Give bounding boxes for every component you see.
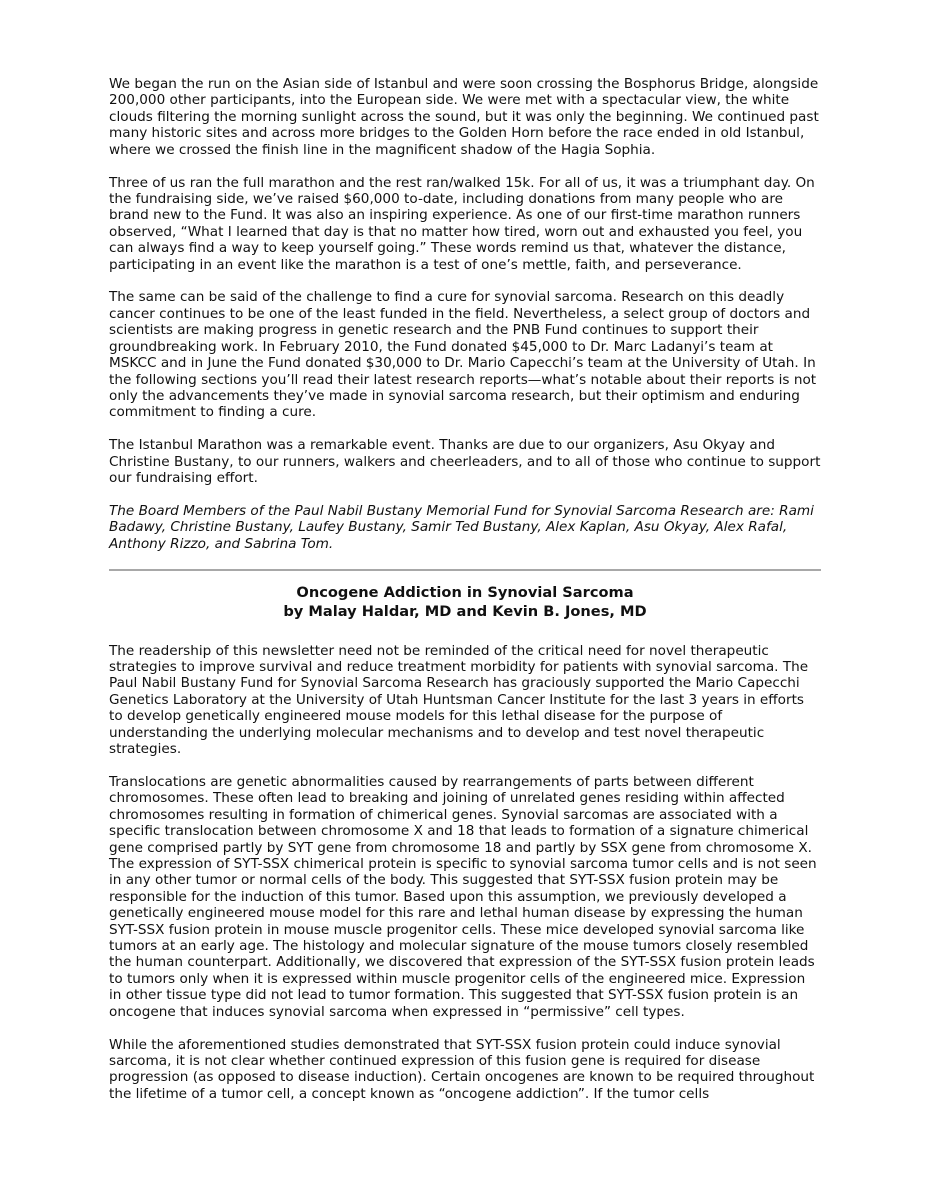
article-section xyxy=(109,583,821,1103)
section-divider xyxy=(109,569,821,571)
newsletter-page xyxy=(109,76,821,1119)
intro-paragraph-4: The Istanbul Marathon was a remarkable event. Thanks are due to our organizers, Asu Okyay and Christine Bustany, to our runners, walkers and cheerleaders, and to all of those who continue to support our fundraising effort. xyxy=(109,437,821,487)
article-paragraph-2: Translocations are genetic abnormalities caused by rearrangements of parts between different chromosomes. These often lead to breaking and joining of unrelated genes residing within affected chromosomes resulting in formation of chimerical genes. Synovial sarcomas are associated with a specific translocation between chromosome X and 18 that leads to formation of a signature chimerical gene comprised partly by SYT gene from chromosome 18 and partly by SSX gene from chromosome X. The expression of SYT-SSX chimerical protein is specific to synovial sarcoma tumor cells and is not seen in any other tumor or normal cells of the body. This suggested that SYT-SSX fusion protein may be responsible for the induction of this tumor. Based upon this assumption, we previously developed a genetically engineered mouse model for this rare and lethal human disease by expressing the human SYT-SSX fusion protein in mouse muscle progenitor cells. These mice developed synovial sarcoma like tumors at an early age. The histology and molecular signature of the mouse tumors closely resembled the human counterpart. Additionally, we discovered that expression of the SYT-SSX fusion protein leads to tumors only when it is expressed within muscle progenitor cells of the engineered mice. Expression in other tissue type did not lead to tumor formation. This suggested that SYT-SSX fusion protein is an oncogene that induces synovial sarcoma when expressed in “permissive” cell types. xyxy=(109,774,817,1020)
article-heading xyxy=(109,583,821,621)
intro-paragraph-2: Three of us ran the full marathon and the rest ran/walked 15k. For all of us, it was a triumphant day. On the fundraising side, we’ve raised $60,000 to-date, including donations from many people who are brand new to the Fund. It was also an inspiring experience. As one of our first-time marathon runners observed, “What I learned that day is that no matter how tired, worn out and exhausted you feel, you can always find a way to keep yourself going.” These words remind us that, whatever the distance, participating in an event like the marathon is a test of one’s mettle, faith, and perseverance. xyxy=(109,174,815,273)
article-paragraph-3: While the aforementioned studies demonstrated that SYT-SSX fusion protein could induce synovial sarcoma, it is not clear whether continued expression of this fusion gene is required for disease progression (as opposed to disease induction). Certain oncogenes are known to be required throughout the lifetime of a tumor cell, a concept known as “oncogene addiction”. If the tumor cells xyxy=(109,1036,815,1102)
board-members-note: The Board Members of the Paul Nabil Bustany Memorial Fund for Synovial Sarcoma Research are: Rami Badawy, Christine Bustany, Laufey Bustany, Samir Ted Bustany, Alex Kaplan, Asu Okyay, Alex Rafal, Anthony Rizzo, and Sabrina Tom. xyxy=(109,502,814,552)
intro-paragraph-3: The same can be said of the challenge to find a cure for synovial sarcoma. Research on this deadly cancer continues to be one of the least funded in the field. Nevertheless, a select group of doctors and scientists are making progress in genetic research and the PNB Fund continues to support their groundbreaking work. In February 2010, the Fund donated $45,000 to Dr. Marc Ladanyi’s team at MSKCC and in June the Fund donated $30,000 to Dr. Mario Capecchi’s team at the University of Utah. In the following sections you’ll read their latest research reports—what’s notable about their reports is not only the advancements they’ve made in synovial sarcoma research, but their optimism and enduring commitment to finding a cure. xyxy=(109,289,817,421)
intro-section xyxy=(109,76,821,552)
intro-paragraph-1: We began the run on the Asian side of Istanbul and were soon crossing the Bosphorus Bridge, alongside 200,000 other participants, into the European side. We were met with a spectacular view, the white clouds filtering the morning sunlight across the sound, but it was only the beginning. We continued past many historic sites and across more bridges to the Golden Horn before the race ended in old Istanbul, where we crossed the finish line in the magnificent shadow of the Hagia Sophia. xyxy=(109,76,819,158)
article-paragraph-1: The readership of this newsletter need not be reminded of the critical need for novel therapeutic strategies to improve survival and reduce treatment morbidity for patients with synovial sarcoma. The Paul Nabil Bustany Fund for Synovial Sarcoma Research has graciously supported the Mario Capecchi Genetics Laboratory at the University of Utah Huntsman Cancer Institute for the last 3 years in efforts to develop genetically engineered mouse models for this lethal disease for the purpose of understanding the underlying molecular mechanisms and to develop and test novel therapeutic strategies. xyxy=(109,642,809,758)
article-byline: by Malay Haldar, MD and Kevin B. Jones, MD xyxy=(283,602,647,620)
article-title: Oncogene Addiction in Synovial Sarcoma xyxy=(296,583,634,601)
